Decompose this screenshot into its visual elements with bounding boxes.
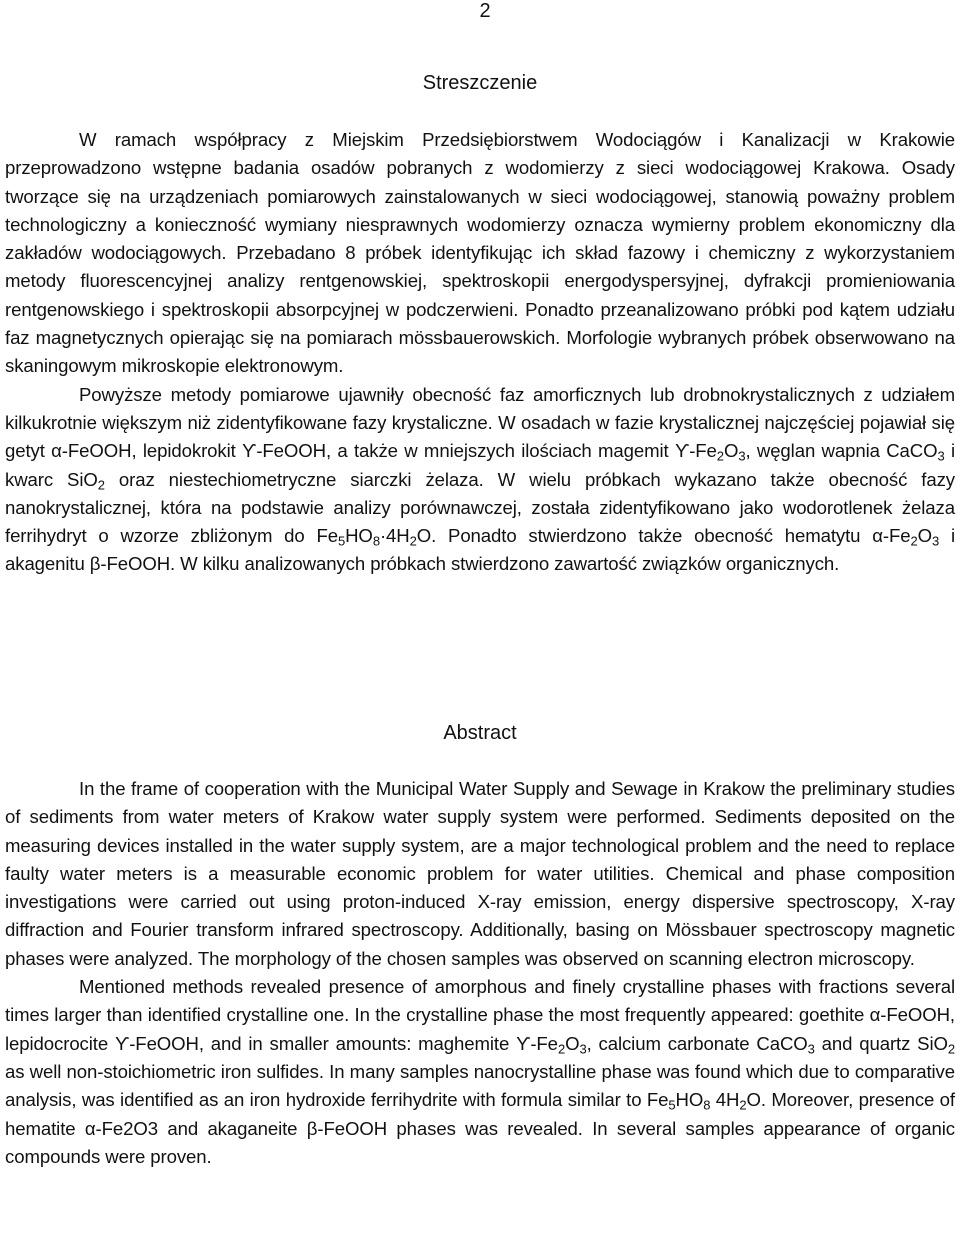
abstract-heading: Abstract [443, 722, 517, 744]
abstract-paragraph-2: Mentioned methods revealed presence of amorphous and finely crystalline phases with fractions several times larger than identified crystalline one. In the crystalline phase the most frequently appeared: goethite α-FeOOH, lepidocrocite ϒ-FeOOH, and in smaller amounts: maghemite $ϒ-Fe_2O_3$, calcium carbonate CaCO$_3$ and quartz SiO$_2$ as well non-stoichiometric iron sulfides. In many samples nanocrystalline phase was found which due to comparative analysis, was identified as an iron hydroxide ferrihydrite with formula similar to $Fe_5HO_8$ $4H_2O$. Moreover, presence of hematite α-Fe2O3 and akaganeite β-FeOOH phases was revealed. In several samples appearance of organic compounds were proven. [5, 976, 956, 1167]
streszczenie-body [5, 126, 955, 579]
abstract-paragraph-1: In the frame of cooperation with the Municipal Water Supply and Sewage in Krakow the preliminary studies of sediments from water meters of Krakow water supply system were performed. Sediments deposited on the measuring devices installed in the water supply system, are a major technological problem and the need to replace faulty water meters is a measurable economic problem for water utilities. Chemical and phase composition investigations were carried out using proton-induced X-ray emission, energy dispersive spectroscopy, X-ray diffraction and Fourier transform infrared spectroscopy. Additionally, basing on Mössbauer spectroscopy magnetic phases were analyzed. The morphology of the chosen samples was observed on scanning electron microscopy. [5, 778, 955, 969]
page-number: 2 [479, 0, 491, 22]
abstract-body [5, 775, 955, 1171]
streszczenie-paragraph-1: W ramach współpracy z Miejskim Przedsiębiorstwem Wodociągów i Kanalizacji w Krakowie przeprowadzono wstępne badania osadów pobranych z wodomierzy z sieci wodociągowej Krakowa. Osady tworzące się na urządzeniach pomiarowych zainstalowanych w sieci wodociągowej, stanowią poważny problem technologiczny a konieczność wymiany niesprawnych wodomierzy oznacza wymierny problem ekonomiczny dla zakładów wodociągowych. Przebadano 8 próbek identyfikując ich skład fazowy i chemiczny z wykorzystaniem metody fluorescencyjnej analizy rentgenowskiej, spektroskopii energodyspersyjnej, dyfrakcji promieniowania rentgenowskiego i spektroskopii absorpcyjnej w podczerwieni. Ponadto przeanalizowano próbki pod kątem udziału faz magnetycznych opierając się na pomiarach mössbauerowskich. Morfologie wybranych próbek obserwowano na skaningowym mikroskopie elektronowym. [5, 129, 955, 377]
streszczenie-paragraph-2: Powyższe metody pomiarowe ujawniły obecność faz amorficznych lub drobnokrystalicznych z udziałem kilkukrotnie większym niż zidentyfikowane fazy krystaliczne. W osadach w fazie krystalicznej najczęściej pojawiał się getyt α-FeOOH, lepidokrokit ϒ-FeOOH, a także w mniejszych ilościach magemit $ϒ-Fe_2O_3$, węglan wapnia CaCO$_3$ i kwarc SiO$_2$ oraz niestechiometryczne siarczki żelaza. W wielu próbkach wykazano także obecność fazy nanokrystalicznej, która na podstawie analizy porównawczej, została zidentyfikowano jako wodorotlenek żelaza ferrihydryt o wzorze zbliżonym do $Fe_5HO_8\cdot 4H_2O$. Ponadto stwierdzono także obecność hematytu $\alpha-Fe_2O_3$ i akagenitu β-FeOOH. W kilku analizowanych próbkach stwierdzono zawartość związków organicznych. [5, 383, 956, 575]
streszczenie-heading: Streszczenie [422, 72, 538, 94]
